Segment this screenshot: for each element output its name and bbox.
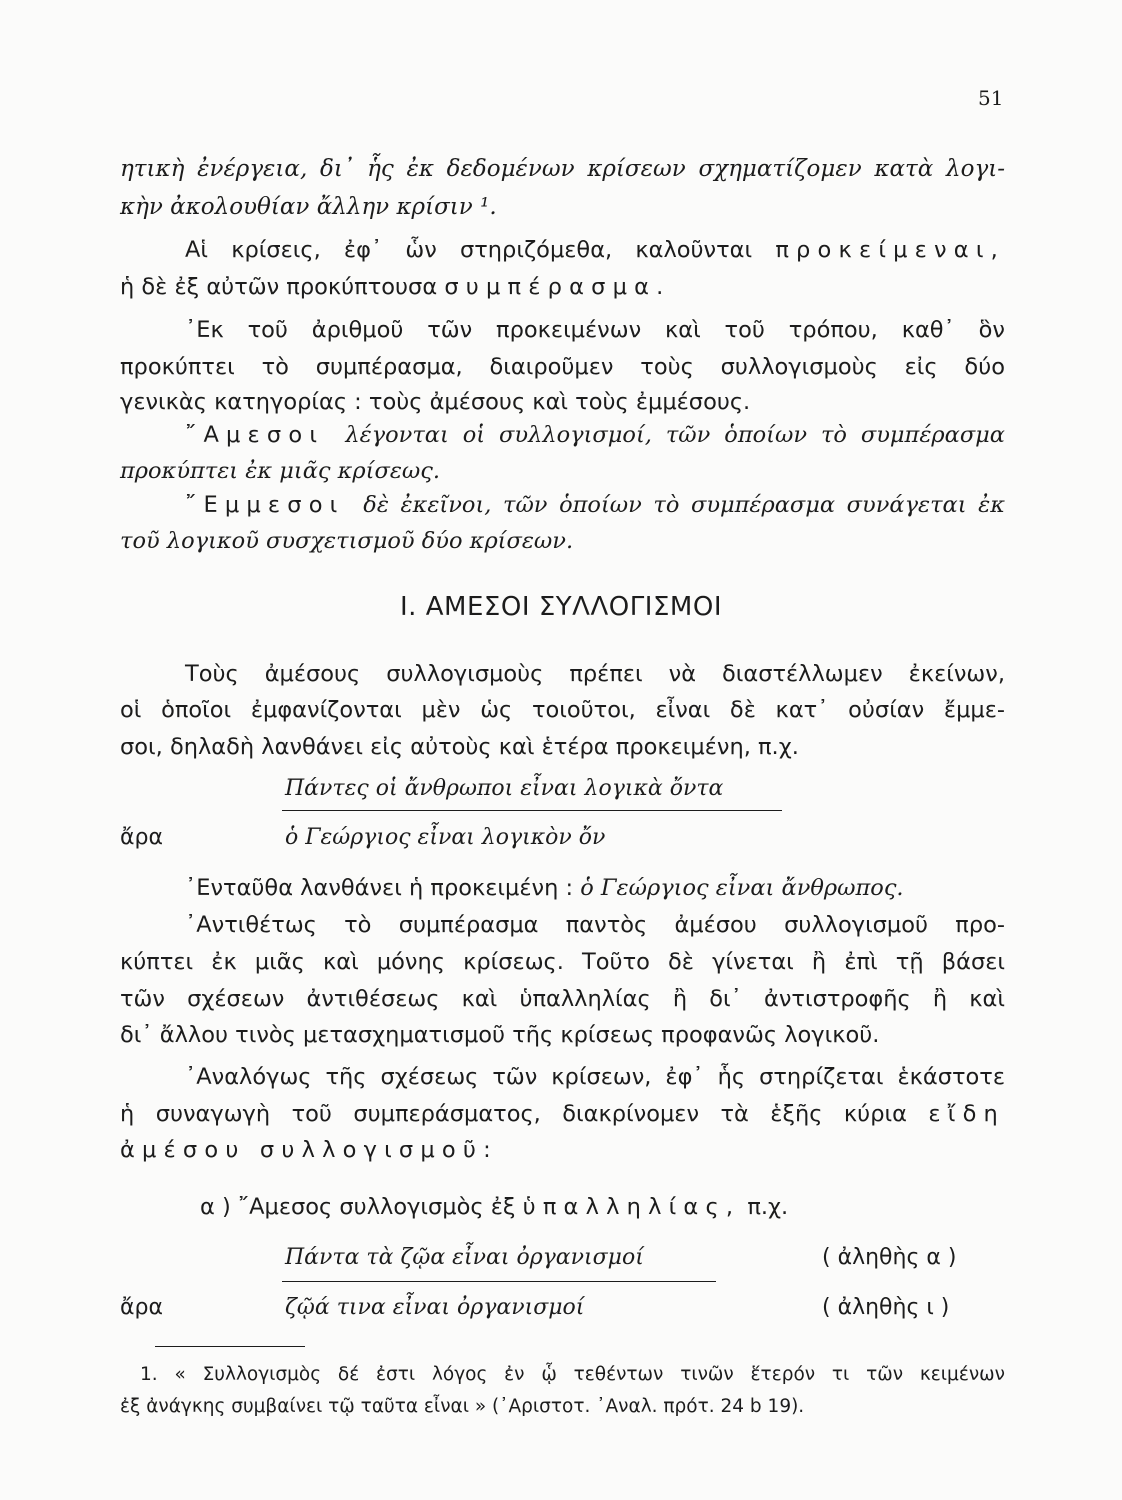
intro-line-2: κὴν ἀκολουθίαν ἄλλην κρίσιν ¹. — [120, 194, 497, 220]
section-heading: Ι. ΑΜΕΣΟΙ ΣΥΛΛΟΓΙΣΜΟΙ — [399, 592, 723, 622]
intro-line-1: ητικὴ ἐνέργεια, δι᾿ ἧς ἐκ δεδομένων κρίσεων σχηματίζομεν κατὰ λογι- — [120, 156, 1005, 182]
paragraph-division-line-3: γενικὰς κατηγορίας : τοὺς ἀμέσους καὶ τοὺς ἐμμέσους. — [120, 389, 751, 415]
paragraph-kinds-line-1: ᾿Αναλόγως τῆς σχέσεως τῶν κρίσεων, ἐφ᾿ ἧς στηρίζεται ἑκάστοτε — [185, 1064, 1005, 1090]
syllogism-2-premise: Πάντα τὰ ζῷα εἶναι ὀργανισμοί — [285, 1245, 644, 1270]
paragraph-contrary-line-3: τῶν σχέσεων ἀντιθέσεως καὶ ὑπαλληλίας ἢ δι᾿ ἀντιστροφῆς ἢ καὶ — [120, 986, 1005, 1012]
paragraph-premises-line-2: ἡ δὲ ἐξ αὐτῶν προκύπτουσα συμπέρασμα. — [120, 274, 671, 300]
term-conclusion: συμπέρασμα. — [444, 274, 671, 300]
syllogism-2-conclusion-tag: ( ἀληθὴς ι ) — [822, 1295, 950, 1320]
paragraph-division-line-2: προκύπτει τὸ συμπέρασμα, διαιροῦμεν τοὺς συλλογισμοὺς εἰς δύο — [120, 354, 1005, 380]
kind-a-label: α ) ῎Αμεσος συλλογισμὸς ἐξ ὑπαλληλίας, π.χ. — [200, 1194, 789, 1220]
paragraph-contrary-line-2: κύπτει ἐκ μιᾶς καὶ μόνης κρίσεως. Τοῦτο δὲ γίνεται ἢ ἐπὶ τῇ βάσει — [120, 949, 1005, 975]
syllogism-1-premise: Πάντες οἱ ἄνθρωποι εἶναι λογικὰ ὄντα — [285, 776, 724, 801]
syllogism-2-conclusion: ζῷά τινα εἶναι ὀργανισμοί — [285, 1295, 585, 1320]
syllogism-2-premise-tag: ( ἀληθὴς α ) — [822, 1245, 957, 1270]
term-immediate: ῎Αμεσοι — [185, 422, 346, 448]
paragraph-hidden-premise: ᾿Ενταῦθα λανθάνει ἡ προκειμένη : ὁ Γεώργιος εἶναι ἄνθρωπος. — [185, 875, 904, 901]
term-premises: προκείμεναι, — [775, 237, 1005, 263]
footnote-line-1: 1. « Συλλογισμὸς δέ ἐστι λόγος ἐν ᾧ τεθέντων τινῶν ἕτερόν τι τῶν κειμένων — [140, 1364, 1005, 1385]
term-mediate: ῎Εμμεσοι — [185, 492, 364, 518]
syllogism-2-rule — [282, 1281, 716, 1282]
paragraph-contrary-line-4: δι᾿ ἄλλου τινὸς μετασχηματισμοῦ τῆς κρίσεως προφανῶς λογικοῦ. — [120, 1022, 880, 1048]
paragraph-premises-line-1: Αἱ κρίσεις, ἐφ᾿ ὧν στηριζόμεθα, καλοῦνται προκείμεναι, — [185, 237, 1005, 263]
paragraph-immediate-line-2: προκύπτει ἐκ μιᾶς κρίσεως. — [120, 458, 440, 484]
paragraph-kinds-line-2: ἡ συναγωγὴ τοῦ συμπεράσματος, διακρίνομεν τὰ ἑξῆς κύρια εἴδη — [120, 1101, 1005, 1127]
syllogism-1-conclusion: ὁ Γεώργιος εἶναι λογικὸν ὄν — [285, 825, 606, 850]
paragraph-immediate-line-1: ῎Αμεσοι λέγονται οἱ συλλογισμοί, τῶν ὁποίων τὸ συμπέρασμα — [185, 422, 1006, 448]
syllogism-1-rule — [282, 810, 782, 811]
paragraph-immediate-def-line-2: οἱ ὁποῖοι ἐμφανίζονται μὲν ὡς τοιοῦτοι, εἶναι δὲ κατ᾿ οὐσίαν ἔμμε- — [120, 697, 1005, 723]
paragraph-division-line-1: ᾿Εκ τοῦ ἀριθμοῦ τῶν προκειμένων καὶ τοῦ τρόπου, καθ᾿ ὃν — [185, 317, 1005, 343]
paragraph-mediate-line-1: ῎Εμμεσοι δὲ ἐκεῖνοι, τῶν ὁποίων τὸ συμπέρασμα συνάγεται ἐκ — [185, 492, 1005, 518]
term-kinds: εἴδη — [928, 1101, 1005, 1127]
footnote-separator — [155, 1346, 305, 1347]
paragraph-contrary-line-1: ᾿Αντιθέτως τὸ συμπέρασμα παντὸς ἀμέσου συλλογισμοῦ προ- — [185, 912, 1005, 938]
paragraph-immediate-def-line-3: σοι, δηλαδὴ λανθάνει εἰς αὐτοὺς καὶ ἑτέρα προκειμένη, π.χ. — [120, 734, 799, 760]
paragraph-immediate-def-line-1: Τοὺς ἀμέσους συλλογισμοὺς πρέπει νὰ διαστέλλωμεν ἐκείνων, — [185, 661, 1005, 687]
syllogism-1-therefore: ἄρα — [120, 825, 163, 850]
paragraph-kinds-line-3: ἀμέσου συλλογισμοῦ: — [120, 1137, 498, 1163]
term-subalternation: ὑπαλληλίας, — [522, 1194, 741, 1220]
page-number: 51 — [978, 86, 1004, 110]
footnote-line-2: ἐξ ἀνάγκης συμβαίνει τῷ ταῦτα εἶναι » (᾿Αριστοτ. ᾿Αναλ. πρότ. 24 b 19). — [120, 1396, 805, 1417]
syllogism-2-therefore: ἄρα — [120, 1295, 163, 1320]
paragraph-mediate-line-2: τοῦ λογικοῦ συσχετισμοῦ δύο κρίσεων. — [120, 528, 574, 554]
